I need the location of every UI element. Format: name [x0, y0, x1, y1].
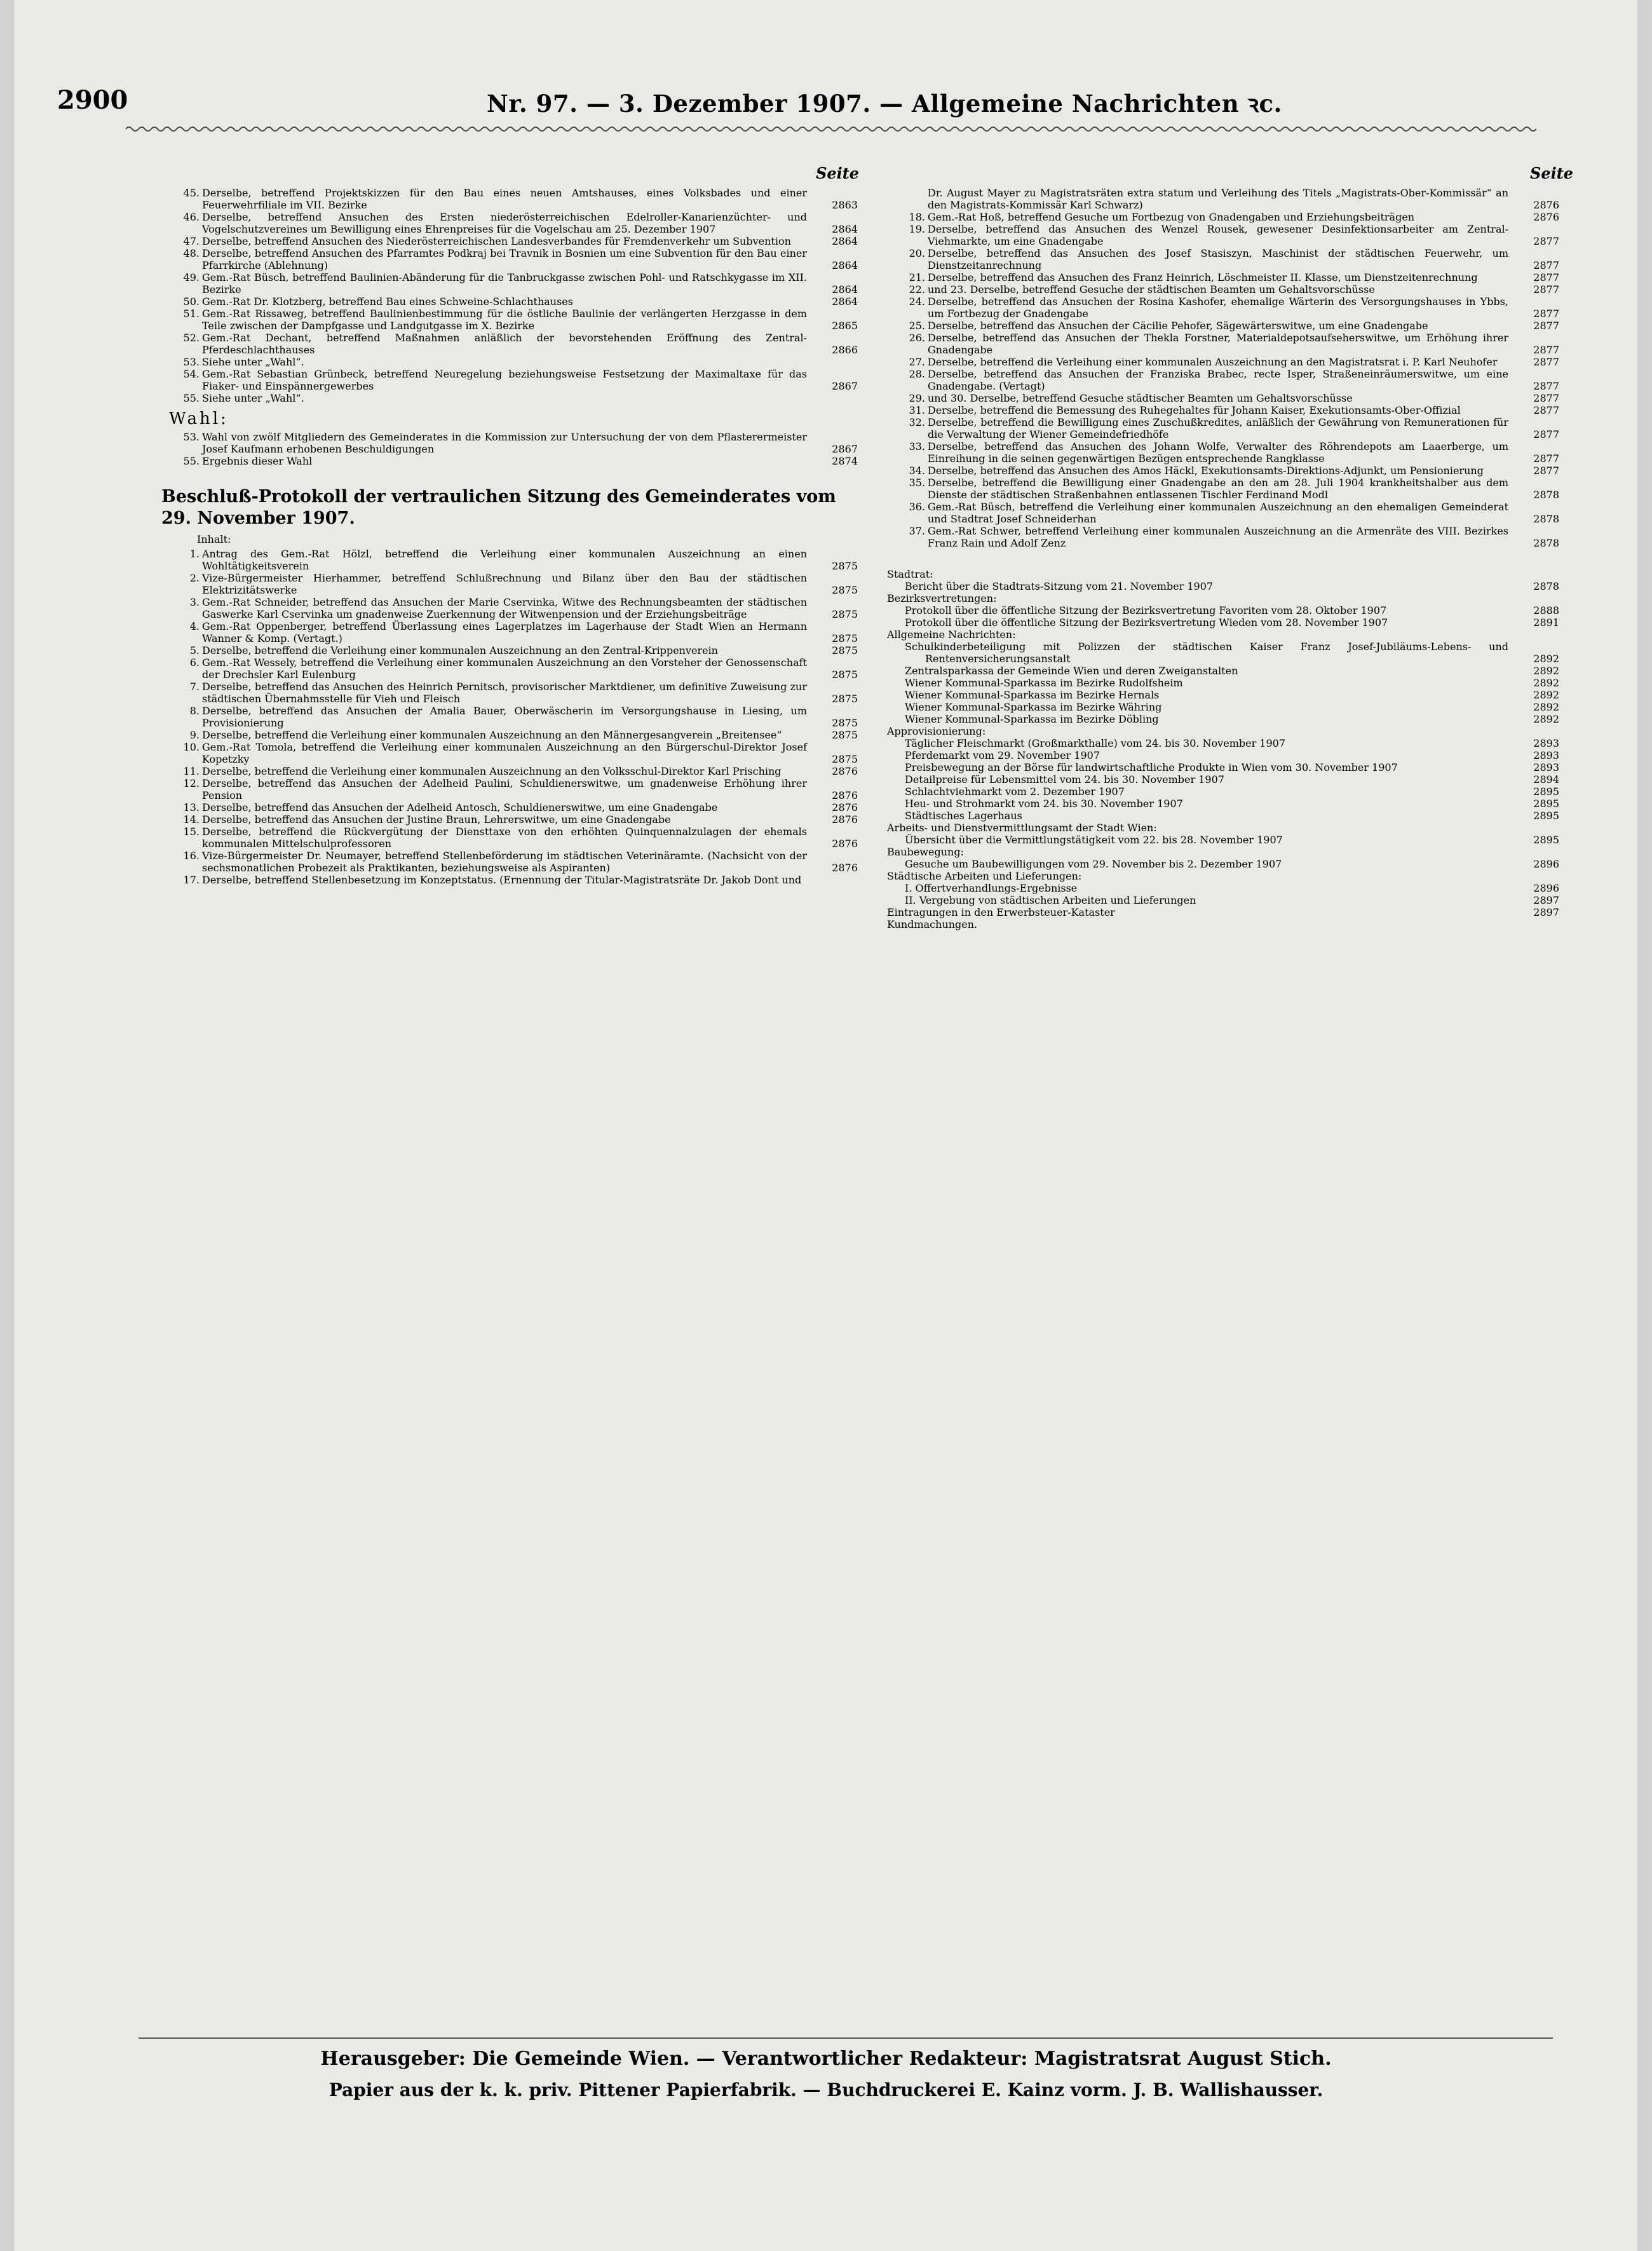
entry-page: 2863 [832, 199, 858, 211]
entry-page: 2864 [832, 235, 858, 247]
entry-page: 2877 [1533, 392, 1559, 404]
entry-page: 2877 [1533, 320, 1559, 332]
right-entry [887, 211, 1559, 223]
entry-number: 54. [183, 368, 200, 380]
right-entry [887, 271, 1559, 283]
section-text: Bericht über die Stadtrats-Sitzung vom 21. November 1907 [905, 580, 1214, 592]
left-entry [161, 296, 858, 308]
protocol-entry [161, 656, 858, 681]
continuation-entry [887, 187, 1559, 211]
entry-number: 18. [909, 211, 925, 223]
protocol-entry [161, 620, 858, 644]
section-line [887, 604, 1559, 616]
section-page: 2888 [1533, 604, 1559, 616]
left-entry [161, 368, 858, 392]
entry-text: Derselbe, betreffend das Ansuchen der Justine Braun, Lehrerswitwe, um eine Gnadengabe [202, 813, 671, 826]
footer-rule [139, 2037, 1553, 2039]
entry-number: 25. [909, 320, 925, 332]
page-number: 2900 [57, 85, 128, 115]
entry-number: 33. [909, 440, 925, 452]
entry-page: 2875 [832, 632, 858, 644]
entry-page: 2878 [1533, 513, 1559, 525]
section-page: 2878 [1533, 580, 1559, 592]
section-text: Eintragungen in den Erwerbsteuer-Kataster [887, 906, 1115, 918]
section-line [887, 689, 1559, 701]
entry-number: 24. [909, 296, 925, 308]
protocol-entry [161, 850, 858, 874]
section-line [887, 918, 1559, 930]
entry-text: Gem.-Rat Büsch, betreffend Baulinien-Abänderung für die Tanbruckgasse zwischen Pohl- und Ratschkygasse im XII. Bezirke [202, 271, 807, 296]
footer-publisher: Herausgeber: Die Gemeinde Wien. — Verantwortlicher Redakteur: Magistratsrat August Stich. [320, 2048, 1332, 2070]
protocol-entry [161, 874, 858, 886]
right-entry [887, 368, 1559, 392]
entry-text: Gem.-Rat Wessely, betreffend die Verleihung einer kommunalen Auszeichnung an den Vorsteher der Genossenschaft der Drechsler Karl Eulenburg [202, 656, 807, 681]
entry-number: 13. [183, 801, 200, 813]
entry-number: 14. [183, 813, 200, 826]
right-entry-list [887, 211, 1559, 549]
page-running-title: Nr. 97. — 3. Dezember 1907. — Allgemeine Nachrichten ꝛc. [487, 90, 1282, 118]
section-text: Zentralsparkassa der Gemeinde Wien und deren Zweiganstalten [905, 665, 1238, 677]
protocol-entry [161, 777, 858, 801]
entry-number: 55. [183, 455, 200, 467]
entry-number: 45. [183, 187, 200, 199]
protocol-entry [161, 741, 858, 765]
entry-text: Derselbe, betreffend das Ansuchen des Heinrich Pernitsch, provisorischer Marktdiener, um definitive Zuweisung zur städtischen Übernahmsstelle für Vieh und Fleisch [202, 681, 807, 705]
entry-number: 29. [909, 392, 925, 404]
entry-page: 2864 [832, 296, 858, 308]
section-line [887, 629, 1559, 641]
wahl-heading: Wahl: [169, 409, 229, 428]
right-entry [887, 525, 1559, 549]
entry-page: 2875 [832, 729, 858, 741]
left-entry [161, 211, 858, 235]
entry-page: 2877 [1533, 308, 1559, 320]
entry-number: 31. [909, 404, 925, 416]
wahl-entry [161, 455, 858, 467]
section-text: Täglicher Fleischmarkt (Großmarkthalle) vom 24. bis 30. November 1907 [905, 737, 1286, 749]
entry-number: 22. [909, 283, 925, 296]
entry-text: Derselbe, betreffend das Ansuchen der Franziska Brabec, recte Isper, Straßeneinräumerswitwe, um eine Gnadengabe. (Vertagt) [928, 368, 1508, 392]
entry-text: Gem.-Rat Rissaweg, betreffend Baulinienbestimmung für die östliche Baulinie der verlängerten Herzgasse in dem Teile zwischen der Dampfgasse und Landgutgasse im X. Bezirke [202, 308, 807, 332]
entry-page: 2876 [832, 838, 858, 850]
section-line [887, 834, 1559, 846]
seite-label-left: Seite [816, 164, 860, 182]
left-column [161, 164, 860, 886]
entry-page: 2877 [1533, 404, 1559, 416]
section-text: Städtisches Lagerhaus [905, 810, 1022, 822]
section-text: Wiener Kommunal-Sparkassa im Bezirke Währing [905, 701, 1162, 713]
right-entry [887, 296, 1559, 320]
entry-page: 2878 [1533, 537, 1559, 549]
entry-page: 2875 [832, 644, 858, 656]
right-entry [887, 332, 1559, 356]
section-page: 2892 [1533, 689, 1559, 701]
section-line [887, 894, 1559, 906]
right-entry [887, 404, 1559, 416]
right-entry [887, 247, 1559, 271]
section-text: Protokoll über die öffentliche Sitzung der Bezirksvertretung Favoriten vom 28. Oktober 1907 [905, 604, 1387, 616]
section-text: Gesuche um Baubewilligungen vom 29. November bis 2. Dezember 1907 [905, 858, 1282, 870]
entry-page: 2874 [832, 455, 858, 467]
entry-text: Derselbe, betreffend das Ansuchen der Rosina Kashofer, ehemalige Wärterin des Versorgungshauses in Ybbs, um Fortbezug der Gnadengabe [928, 296, 1508, 320]
entry-page: 2877 [1533, 259, 1559, 271]
protocol-entry [161, 644, 858, 656]
left-entry [161, 235, 858, 247]
section-line [887, 882, 1559, 894]
entry-number: 28. [909, 368, 925, 380]
entry-number: 55. [183, 392, 200, 404]
entry-text: Antrag des Gem.-Rat Hölzl, betreffend die Verleihung einer kommunalen Auszeichnung an einen Wohltätigkeitsverein [202, 548, 807, 572]
section-line [887, 870, 1559, 882]
entry-number: 12. [183, 777, 200, 789]
entry-page: 2876 [832, 765, 858, 777]
entry-number: 50. [183, 296, 200, 308]
entry-page: 2875 [832, 584, 858, 596]
entry-number: 6. [189, 656, 200, 669]
entry-text: Wahl von zwölf Mitgliedern des Gemeinderates in die Kommission zur Untersuchung der von dem Pflasterermeister Josef Kaufmann erhobenen Beschuldigungen [202, 431, 807, 455]
right-entry [887, 440, 1559, 465]
entry-number: 7. [189, 681, 200, 693]
section-page: 2892 [1533, 665, 1559, 677]
entry-text: Derselbe, betreffend Projektskizzen für den Bau eines neuen Amtshauses, eines Volksbades und einer Feuerwehrfiliale im VII. Bezirke [202, 187, 807, 211]
right-column [887, 164, 1574, 930]
entry-number: 34. [909, 465, 925, 477]
left-entry [161, 187, 858, 211]
section-page: 2896 [1533, 858, 1559, 870]
section-page: 2897 [1533, 906, 1559, 918]
section-text: II. Vergebung von städtischen Arbeiten und Lieferungen [905, 894, 1196, 906]
section-line [887, 568, 1559, 580]
section-line [887, 580, 1559, 592]
entry-text: Gem.-Rat Hoß, betreffend Gesuche um Fortbezug von Gnadengaben und Erziehungsbeiträgen [928, 211, 1415, 223]
section-text: Wiener Kommunal-Sparkassa im Bezirke Rudolfsheim [905, 677, 1183, 689]
section-page: 2893 [1533, 737, 1559, 749]
entry-text: Gem.-Rat Dr. Klotzberg, betreffend Bau eines Schweine-Schlachthauses [202, 296, 573, 308]
entry-text: Derselbe, betreffend das Ansuchen des Franz Heinrich, Löschmeister II. Klasse, um Dienstzeitenrechnung [928, 271, 1478, 283]
section-page: 2895 [1533, 810, 1559, 822]
protocol-entry [161, 729, 858, 741]
section-line [887, 858, 1559, 870]
section-text: Schulkinderbeteiligung mit Polizzen der städtischen Kaiser Franz Josef-Jubiläums-Lebens- und Rentenversicherungsanstalt [905, 641, 1508, 665]
entry-text: Vize-Bürgermeister Hierhammer, betreffend Schlußrechnung und Bilanz über den Bau der städtischen Elektrizitätswerke [202, 572, 807, 596]
left-entry [161, 308, 858, 332]
entry-text: Derselbe, betreffend die Verleihung einer kommunalen Auszeichnung an den Zentral-Krippenverein [202, 644, 718, 656]
entry-text: Siehe unter „Wahl“. [202, 392, 304, 404]
entry-number: 9. [189, 729, 200, 741]
section-text: Detailpreise für Lebensmittel vom 24. bis 30. November 1907 [905, 773, 1224, 785]
entry-text: Derselbe, betreffend das Ansuchen der Adelheid Paulini, Schuldienerswitwe, um gnadenweise Erhöhung ihrer Pension [202, 777, 807, 801]
footer-printer: Papier aus der k. k. priv. Pittener Papierfabrik. — Buchdruckerei E. Kainz vorm. J. B. Wallishausser. [328, 2079, 1324, 2100]
seite-label-right: Seite [1530, 164, 1574, 182]
section-text: Stadtrat: [887, 568, 933, 580]
section-line [887, 641, 1559, 665]
section-page: 2892 [1533, 713, 1559, 725]
left-entry [161, 392, 858, 404]
entry-page: 2877 [1533, 465, 1559, 477]
left-entry [161, 332, 858, 356]
entry-text: Derselbe, betreffend das Ansuchen des Amos Häckl, Exekutionsamts-Direktions-Adjunkt, um Pensionierung [928, 465, 1484, 477]
section-line [887, 713, 1559, 725]
entry-number: 10. [183, 741, 200, 753]
entry-number: 51. [183, 308, 200, 320]
entry-number: 17. [183, 874, 200, 886]
section-page: 2897 [1533, 894, 1559, 906]
entry-number: 19. [909, 223, 925, 235]
entry-page: 2875 [832, 669, 858, 681]
entry-number: 5. [189, 644, 200, 656]
entry-text: Derselbe, betreffend das Ansuchen des Wenzel Rousek, gewesener Desinfektionsarbeiter am Zentral-Viehmarkte, um eine Gnadengabe [928, 223, 1508, 247]
protocol-entry [161, 681, 858, 705]
section-line [887, 846, 1559, 858]
entry-text: Derselbe, betreffend Ansuchen des Niederösterreichischen Landesverbandes für Fremdenverkehr um Subvention [202, 235, 791, 247]
wahl-entry-list [161, 431, 858, 467]
section-text: Preisbewegung an der Börse für landwirtschaftliche Produkte in Wien vom 30. November 1907 [905, 761, 1398, 773]
section-text: Bezirksvertretungen: [887, 592, 997, 604]
section-line [887, 906, 1559, 918]
section-page: 2896 [1533, 882, 1559, 894]
continuation-text: Dr. August Mayer zu Magistratsräten extra statum und Verleihung des Titels „Magistrats-Ober-Kommissär“ an den Magistrats-Kommissär Karl Schwarz) [928, 187, 1508, 211]
right-entry [887, 320, 1559, 332]
entry-text: Derselbe, betreffend die Bewilligung einer Gnadengabe an den am 28. Juli 1904 krankheitshalber aus dem Dienste der städtischen Straßenbahnen entlassenen Tischler Ferdinand Modl [928, 477, 1508, 501]
entry-number: 16. [183, 850, 200, 862]
entry-number: 36. [909, 501, 925, 513]
section-page: 2894 [1533, 773, 1559, 785]
entry-text: Derselbe, betreffend die Bemessung des Ruhegehaltes für Johann Kaiser, Exekutionsamts-Ober-Offizial [928, 404, 1461, 416]
entry-number: 47. [183, 235, 200, 247]
section-text: Übersicht über die Vermittlungstätigkeit vom 22. bis 28. November 1907 [905, 834, 1283, 846]
protocol-entry [161, 826, 858, 850]
right-entry [887, 477, 1559, 501]
section-line [887, 785, 1559, 798]
entry-text: Derselbe, betreffend die Verleihung einer kommunalen Auszeichnung an den Männergesangverein „Breitensee“ [202, 729, 782, 741]
entry-number: 49. [183, 271, 200, 283]
entry-number: 20. [909, 247, 925, 259]
entry-page: 2876 [832, 801, 858, 813]
wahl-entry [161, 431, 858, 455]
right-entry [887, 356, 1559, 368]
entry-page: 2864 [832, 259, 858, 271]
protocol-entry [161, 765, 858, 777]
section-text: Pferdemarkt vom 29. November 1907 [905, 749, 1100, 761]
header-wavy-rule [126, 125, 1536, 133]
entry-text: Gem.-Rat Schwer, betreffend Verleihung einer kommunalen Auszeichnung an die Armenräte des VIII. Bezirkes Franz Rain und Adolf Zenz [928, 525, 1508, 549]
entry-text: Derselbe, betreffend die Verleihung einer kommunalen Auszeichnung an den Magistratsrat i. P. Karl Neuhofer [928, 356, 1498, 368]
entry-text: Gem.-Rat Oppenberger, betreffend Überlassung eines Lagerplatzes im Lagerhause der Stadt Wien an Hermann Wanner & Komp. (Vertagt.) [202, 620, 807, 644]
left-entry [161, 247, 858, 271]
entry-number: 15. [183, 826, 200, 838]
section-line [887, 761, 1559, 773]
entry-number: 37. [909, 525, 925, 537]
entry-text: Siehe unter „Wahl“. [202, 356, 304, 368]
entry-page: 2877 [1533, 452, 1559, 465]
entry-page: 2864 [832, 223, 858, 235]
protocol-entry [161, 813, 858, 826]
entry-text: Derselbe, betreffend das Ansuchen des Johann Wolfe, Verwalter des Röhrendepots am Laaerberge, um Einreihung in die seinen gegenwärtigen Bezügen entsprechende Rangklasse [928, 440, 1508, 465]
continuation-page: 2876 [1533, 199, 1559, 211]
section-page: 2895 [1533, 785, 1559, 798]
left-entry [161, 271, 858, 296]
entry-page: 2876 [832, 789, 858, 801]
section-line [887, 737, 1559, 749]
section-page: 2891 [1533, 616, 1559, 629]
entry-text: Derselbe, betreffend das Ansuchen der Cäcilie Pehofer, Sägewärterswitwe, um eine Gnadengabe [928, 320, 1428, 332]
entry-page: 2875 [832, 717, 858, 729]
entry-page: 2867 [832, 380, 858, 392]
entry-page: 2876 [832, 813, 858, 826]
entry-text: Derselbe, betreffend die Verleihung einer kommunalen Auszeichnung an den Volksschul-Direktor Karl Prisching [202, 765, 782, 777]
entry-text: Derselbe, betreffend das Ansuchen des Josef Stasiszyn, Maschinist der städtischen Feuerwehr, um Dienstzeitanrechnung [928, 247, 1508, 271]
entry-page: 2866 [832, 344, 858, 356]
section-line [887, 677, 1559, 689]
entry-page: 2877 [1533, 235, 1559, 247]
entry-number: 21. [909, 271, 925, 283]
entry-page: 2877 [1533, 283, 1559, 296]
entry-text: Derselbe, betreffend das Ansuchen der Adelheid Antosch, Schuldienerswitwe, um eine Gnadengabe [202, 801, 718, 813]
entry-text: Derselbe, betreffend Stellenbesetzung im Konzeptstatus. (Ernennung der Titular-Magistratsräte Dr. Jakob Dont und [202, 874, 802, 886]
entry-text: Vize-Bürgermeister Dr. Neumayer, betreffend Stellenbeförderung im städtischen Veterinäramte. (Nachsicht von der sechsmonatlichen Probezeit als Praktikanten, beziehungsweise als Aspiranten) [202, 850, 807, 874]
section-line [887, 773, 1559, 785]
right-entry [887, 223, 1559, 247]
entry-text: Derselbe, betreffend das Ansuchen der Amalia Bauer, Oberwäscherin im Versorgungshause in Liesing, um Provisionierung [202, 705, 807, 729]
entry-page: 2877 [1533, 380, 1559, 392]
entry-text: Derselbe, betreffend Ansuchen des Ersten niederösterreichischen Edelroller-Kanarienzüchter- und Vogelschutzvereines um Bewilligung eines Ehrenpreises für die Vogelschau am 25. Dezember 1907 [202, 211, 807, 235]
section-line [887, 665, 1559, 677]
entry-number: 53. [183, 431, 200, 443]
right-entry [887, 501, 1559, 525]
entry-page: 2876 [1533, 211, 1559, 223]
section-text: Baubewegung: [887, 846, 964, 858]
entry-text: Gem.-Rat Tomola, betreffend die Verleihung einer kommunalen Auszeichnung an den Bürgerschul-Direktor Josef Kopetzky [202, 741, 807, 765]
inhalt-label: Inhalt: [197, 533, 231, 545]
entry-number: 32. [909, 416, 925, 428]
protocol-entry [161, 572, 858, 596]
entry-page: 2877 [1533, 428, 1559, 440]
right-entry [887, 392, 1559, 404]
protocol-entry [161, 705, 858, 729]
right-entry [887, 283, 1559, 296]
entry-page: 2877 [1533, 356, 1559, 368]
section-text: Kundmachungen. [887, 918, 978, 930]
entry-text: Derselbe, betreffend die Bewilligung eines Zuschußkredites, anläßlich der Gewährung von Remunerationen für die Verwaltung der Wiener Gemeindefriedhöfe [928, 416, 1508, 440]
entry-page: 2875 [832, 560, 858, 572]
entry-page: 2867 [832, 443, 858, 455]
protocol-entry [161, 596, 858, 620]
section-line [887, 592, 1559, 604]
section-page: 2892 [1533, 677, 1559, 689]
left-entry [161, 356, 858, 368]
section-page: 2893 [1533, 761, 1559, 773]
section-text: Protokoll über die öffentliche Sitzung der Bezirksvertretung Wieden vom 28. November 1907 [905, 616, 1388, 629]
entry-number: 8. [189, 705, 200, 717]
entry-text: Gem.-Rat Büsch, betreffend die Verleihung einer kommunalen Auszeichnung an den ehemaligen Gemeinderat und Stadtrat Josef Schneiderhan [928, 501, 1508, 525]
entry-text: Gem.-Rat Sebastian Grünbeck, betreffend Neuregelung beziehungsweise Festsetzung der Maximaltaxe für das Fiaker- und Einspännergewerbes [202, 368, 807, 392]
section-page: 2895 [1533, 834, 1559, 846]
entry-page: 2877 [1533, 344, 1559, 356]
right-section-list [887, 568, 1559, 930]
entry-number: 2. [189, 572, 200, 584]
section-line [887, 749, 1559, 761]
right-entry [887, 465, 1559, 477]
entry-page: 2875 [832, 693, 858, 705]
right-entry [887, 416, 1559, 440]
entry-number: 46. [183, 211, 200, 223]
section-text: Approvisionierung: [887, 725, 986, 737]
entry-page: 2876 [832, 862, 858, 874]
section-page: 2893 [1533, 749, 1559, 761]
section-line [887, 810, 1559, 822]
page-header [57, 81, 1563, 119]
entry-text: Derselbe, betreffend Ansuchen des Pfarramtes Podkraj bei Travnik in Bosnien um eine Subvention für den Bau einer Pfarrkirche (Ablehnung) [202, 247, 807, 271]
section-line [887, 701, 1559, 713]
entry-page: 2875 [832, 753, 858, 765]
entry-page: 2864 [832, 283, 858, 296]
section-text: I. Offertverhandlungs-Ergebnisse [905, 882, 1078, 894]
entry-number: 52. [183, 332, 200, 344]
protocol-entry [161, 548, 858, 572]
section-page: 2895 [1533, 798, 1559, 810]
entry-number: 53. [183, 356, 200, 368]
protocol-entry-list [161, 548, 858, 886]
protocol-heading: Beschluß-Protokoll der vertraulichen Sitzung des Gemeinderates vom 29. November 1907. [161, 487, 836, 528]
entry-page: 2875 [832, 608, 858, 620]
entry-number: 48. [183, 247, 200, 259]
entry-text: Derselbe, betreffend das Ansuchen der Thekla Forstner, Materialdepotsaufseherswitwe, um Erhöhung ihrer Gnadengabe [928, 332, 1508, 356]
entry-number: 11. [183, 765, 200, 777]
entry-number: 27. [909, 356, 925, 368]
section-text: Arbeits- und Dienstvermittlungsamt der Stadt Wien: [887, 822, 1157, 834]
protocol-entry [161, 801, 858, 813]
section-page: 2892 [1533, 653, 1559, 665]
entry-text: Gem.-Rat Dechant, betreffend Maßnahmen anläßlich der bevorstehenden Eröffnung des Zentral-Pferdeschlachthauses [202, 332, 807, 356]
section-text: Wiener Kommunal-Sparkassa im Bezirke Döbling [905, 713, 1159, 725]
entry-number: 26. [909, 332, 925, 344]
entry-page: 2877 [1533, 271, 1559, 283]
section-line [887, 616, 1559, 629]
entry-text: Ergebnis dieser Wahl [202, 455, 313, 467]
entry-number: 3. [189, 596, 200, 608]
entry-page: 2865 [832, 320, 858, 332]
entry-text: Derselbe, betreffend die Rückvergütung der Diensttaxe von den erhöhten Quinquennalzulagen der ehemals kommunalen Mittelschulprofessoren [202, 826, 807, 850]
section-line [887, 725, 1559, 737]
entry-number: 35. [909, 477, 925, 489]
section-line [887, 798, 1559, 810]
section-page: 2892 [1533, 701, 1559, 713]
entry-text: und 30. Derselbe, betreffend Gesuche städtischer Beamten um Gehaltsvorschüsse [928, 392, 1353, 404]
section-line [887, 822, 1559, 834]
section-text: Wiener Kommunal-Sparkassa im Bezirke Hernals [905, 689, 1160, 701]
section-text: Städtische Arbeiten und Lieferungen: [887, 870, 1082, 882]
left-entry-list [161, 187, 858, 404]
entry-number: 4. [189, 620, 200, 632]
section-text: Allgemeine Nachrichten: [887, 629, 1016, 641]
entry-text: und 23. Derselbe, betreffend Gesuche der städtischen Beamten um Gehaltsvorschüsse [928, 283, 1375, 296]
section-text: Heu- und Strohmarkt vom 24. bis 30. November 1907 [905, 798, 1183, 810]
entry-number: 1. [189, 548, 200, 560]
section-text: Schlachtviehmarkt vom 2. Dezember 1907 [905, 785, 1125, 798]
entry-text: Gem.-Rat Schneider, betreffend das Ansuchen der Marie Cservinka, Witwe des Rechnungsbeamten der städtischen Gaswerke Karl Cservinka um gnadenweise Zuerkennung der Witwenpension und der Erziehungsbeiträge [202, 596, 807, 620]
entry-page: 2878 [1533, 489, 1559, 501]
